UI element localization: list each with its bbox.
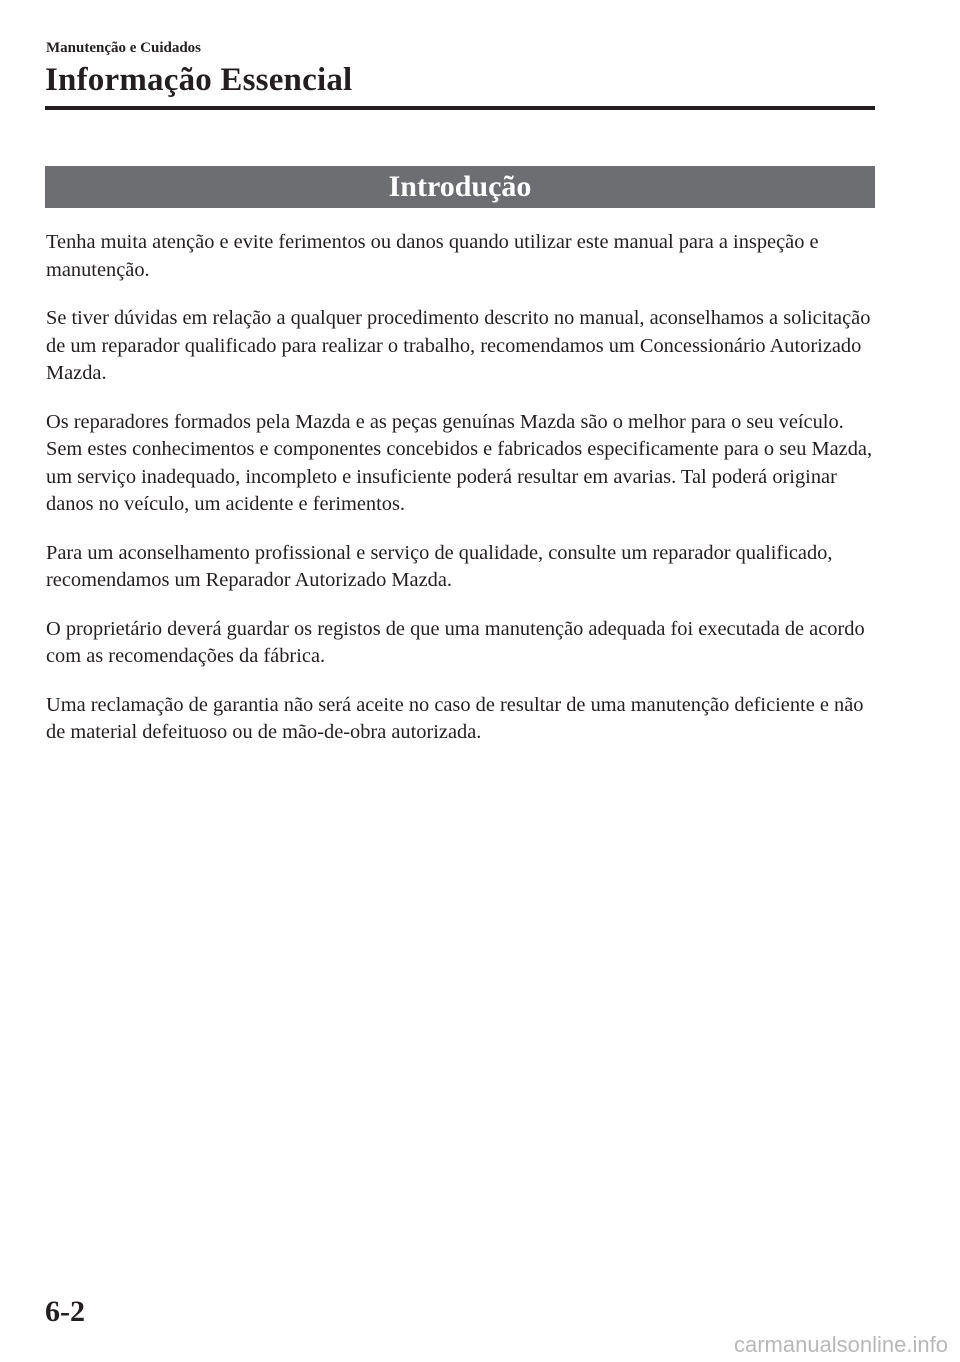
header-divider [45,106,875,110]
paragraph: Os reparadores formados pela Mazda e as peças genuínas Mazda são o melhor para o seu veículo. Sem estes conhecimentos e componentes concebidos e fabricados especificamente para o seu Mazda, um serviço inadequado, incompleto e insuficiente poderá resultar em avarias. Tal poderá originar danos no veículo, um acidente e ferimentos. [46,410,873,515]
subsection-title: Introdução [388,170,532,203]
paragraph: Uma reclamação de garantia não será aceite no caso de resultar de uma manutenção deficiente e não de material defeituoso ou de mão-de-obra autorizada. [46,693,864,743]
body-text [46,229,878,768]
paragraph: Tenha muita atenção e evite ferimentos ou danos quando utilizar este manual para a inspeção e manutenção. [46,231,819,281]
subsection-banner [45,166,875,208]
page-number: 6-2 [45,1295,85,1328]
paragraph: Para um aconselhamento profissional e serviço de qualidade, consulte um reparador qualificado, recomendamos um Reparador Autorizado Mazda. [46,541,833,591]
paragraph: O proprietário deverá guardar os registos de que uma manutenção adequada foi executada de acordo com as recomendações da fábrica. [46,617,865,667]
section-title: Informação Essencial [45,62,353,98]
watermark-text: carmanualsonline.info [733,1332,948,1357]
chapter-label: Manutenção e Cuidados [46,40,202,56]
paragraph: Se tiver dúvidas em relação a qualquer procedimento descrito no manual, aconselhamos a solicitação de um reparador qualificado para realizar o trabalho, recomendamos um Concessionário Autorizado Mazda. [46,307,871,384]
